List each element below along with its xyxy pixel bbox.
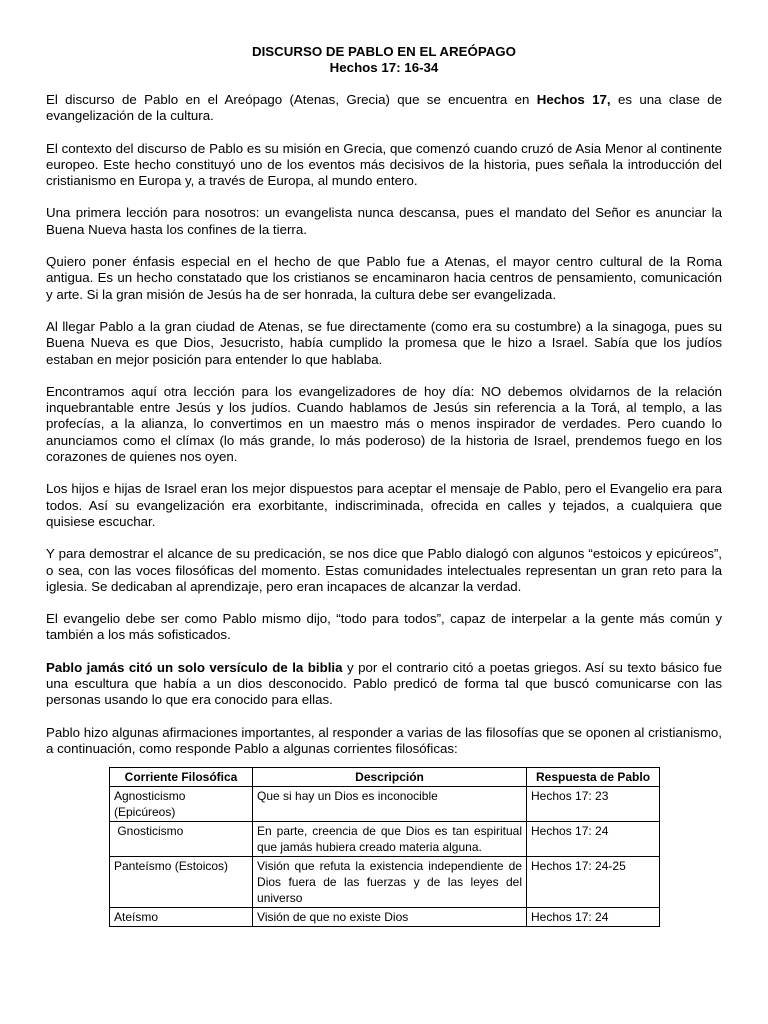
title-block (46, 44, 722, 76)
table-row (110, 857, 660, 908)
cell-descripcion: Visión de que no existe Dios (253, 908, 527, 927)
paragraph-1-bold: Hechos 17, (536, 92, 611, 107)
cell-descripcion: En parte, creencia de que Dios es tan espiritual que jamás hubiera creado materia alguna. (253, 822, 527, 857)
table-row (110, 787, 660, 822)
paragraph-6: Encontramos aquí otra lección para los evangelizadores de hoy día: NO debemos olvidarnos de la relación inquebrantable entre Jesús y los judíos. Cuando hablamos de Jesús sin referencia a la Torá, al templo, a las profecías, a la alianza, lo convertimos en un maestro más o menos inspirador de verdades. Pero cuando lo anunciamos como el clímax (lo más grande, lo más poderoso) de la historia de Israel, prendemos fuego en los corazones de quienes nos oyen. (46, 383, 722, 465)
paragraph-4: Quiero poner énfasis especial en el hecho de que Pablo fue a Atenas, el mayor centro cultural de la Roma antigua. Es un hecho constatado que los cristianos se encaminaron hacia centros de pensamiento, comunicación y arte. Si la gran misión de Jesús ha de ser honrada, la cultura debe ser evangelizada. (46, 254, 722, 302)
table-row (110, 908, 660, 927)
cell-respuesta: Hechos 17: 24 (527, 822, 660, 857)
cell-respuesta: Hechos 17: 24 (527, 908, 660, 927)
cell-respuesta: Hechos 17: 24-25 (527, 857, 660, 908)
header-descripcion: Descripción (253, 768, 527, 787)
paragraph-9: El evangelio debe ser como Pablo mismo dijo, “todo para todos”, capaz de interpelar a la gente más común y también a los más sofisticados. (46, 611, 722, 643)
paragraph-3: Una primera lección para nosotros: un evangelista nunca descansa, pues el mandato del Señor es anunciar la Buena Nueva hasta los confines de la tierra. (46, 205, 722, 237)
cell-respuesta: Hechos 17: 23 (527, 787, 660, 822)
paragraph-1-text-c: es una clase de evangelización de la cultura. (46, 92, 723, 124)
cell-corriente: Ateísmo (110, 908, 253, 927)
cell-corriente: Gnosticismo (110, 822, 253, 857)
paragraph-5: Al llegar Pablo a la gran ciudad de Atenas, se fue directamente (como era su costumbre) a la sinagoga, pues su Buena Nueva es que Dios, Jesucristo, había cumplido la promesa que le hizo a Israel. Sabía que los judíos estaban en mejor posición para entender lo que hablaba. (46, 318, 722, 367)
paragraph-2: El contexto del discurso de Pablo es su misión en Grecia, que comenzó cuando cruzó de Asia Menor al continente europeo. Este hecho constituyó uno de los eventos más decisivos de la historia, pues señala la introducción del cristianismo en Europa y, a través de Europa, al mundo entero. (46, 140, 722, 189)
cell-corriente: Agnosticismo (Epicúreos) (110, 787, 253, 822)
paragraph-10-bold: Pablo jamás citó un solo versículo de la biblia (46, 659, 343, 675)
document-subtitle: Hechos 17: 16-34 (329, 60, 439, 75)
paragraph-1-text-a: El discurso de Pablo en el Areópago (Atenas, Grecia) que se encuentra en (46, 92, 537, 107)
header-corriente: Corriente Filosófica (110, 768, 253, 787)
paragraph-10-text: y por el contrario citó a poetas griegos. Así su texto básico fue una escultura que había a un dios desconocido. Pablo predicó de forma tal que buscó comunicarse con las personas usando lo que era conocido para ellas. (46, 659, 722, 708)
cell-descripcion: Visión que refuta la existencia independiente de Dios fuera de las fuerzas y de las leyes del universo (253, 857, 527, 908)
document-title: DISCURSO DE PABLO EN EL AREÓPAGO (252, 44, 516, 59)
table-row (110, 822, 660, 857)
cell-descripcion: Que si hay un Dios es inconocible (253, 787, 527, 822)
paragraph-11: Pablo hizo algunas afirmaciones importantes, al responder a varias de las filosofías que se oponen al cristianismo, a continuación, como responde Pablo a algunas corrientes filosóficas: (46, 724, 722, 756)
paragraph-1 (46, 92, 722, 125)
header-respuesta: Respuesta de Pablo (527, 768, 660, 787)
table-header-row (110, 768, 660, 787)
paragraph-10 (46, 660, 722, 709)
philosophy-table (109, 767, 660, 927)
cell-corriente: Panteísmo (Estoicos) (110, 857, 253, 908)
paragraph-7: Los hijos e hijas de Israel eran los mejor dispuestos para aceptar el mensaje de Pablo, pero el Evangelio era para todos. Así su evangelización era exorbitante, indiscriminada, ofrecida en calles y tejados, a cualquiera que quisiese escuchar. (46, 481, 722, 529)
paragraph-8: Y para demostrar el alcance de su predicación, se nos dice que Pablo dialogó con algunos “estoicos y epicúreos”, o sea, con las voces filosóficas del momento. Estas comunidades intelectuales representan un gran reto para la iglesia. Se dedicaban al aprendizaje, pero eran incapaces de alcanzar la verdad. (46, 546, 722, 594)
